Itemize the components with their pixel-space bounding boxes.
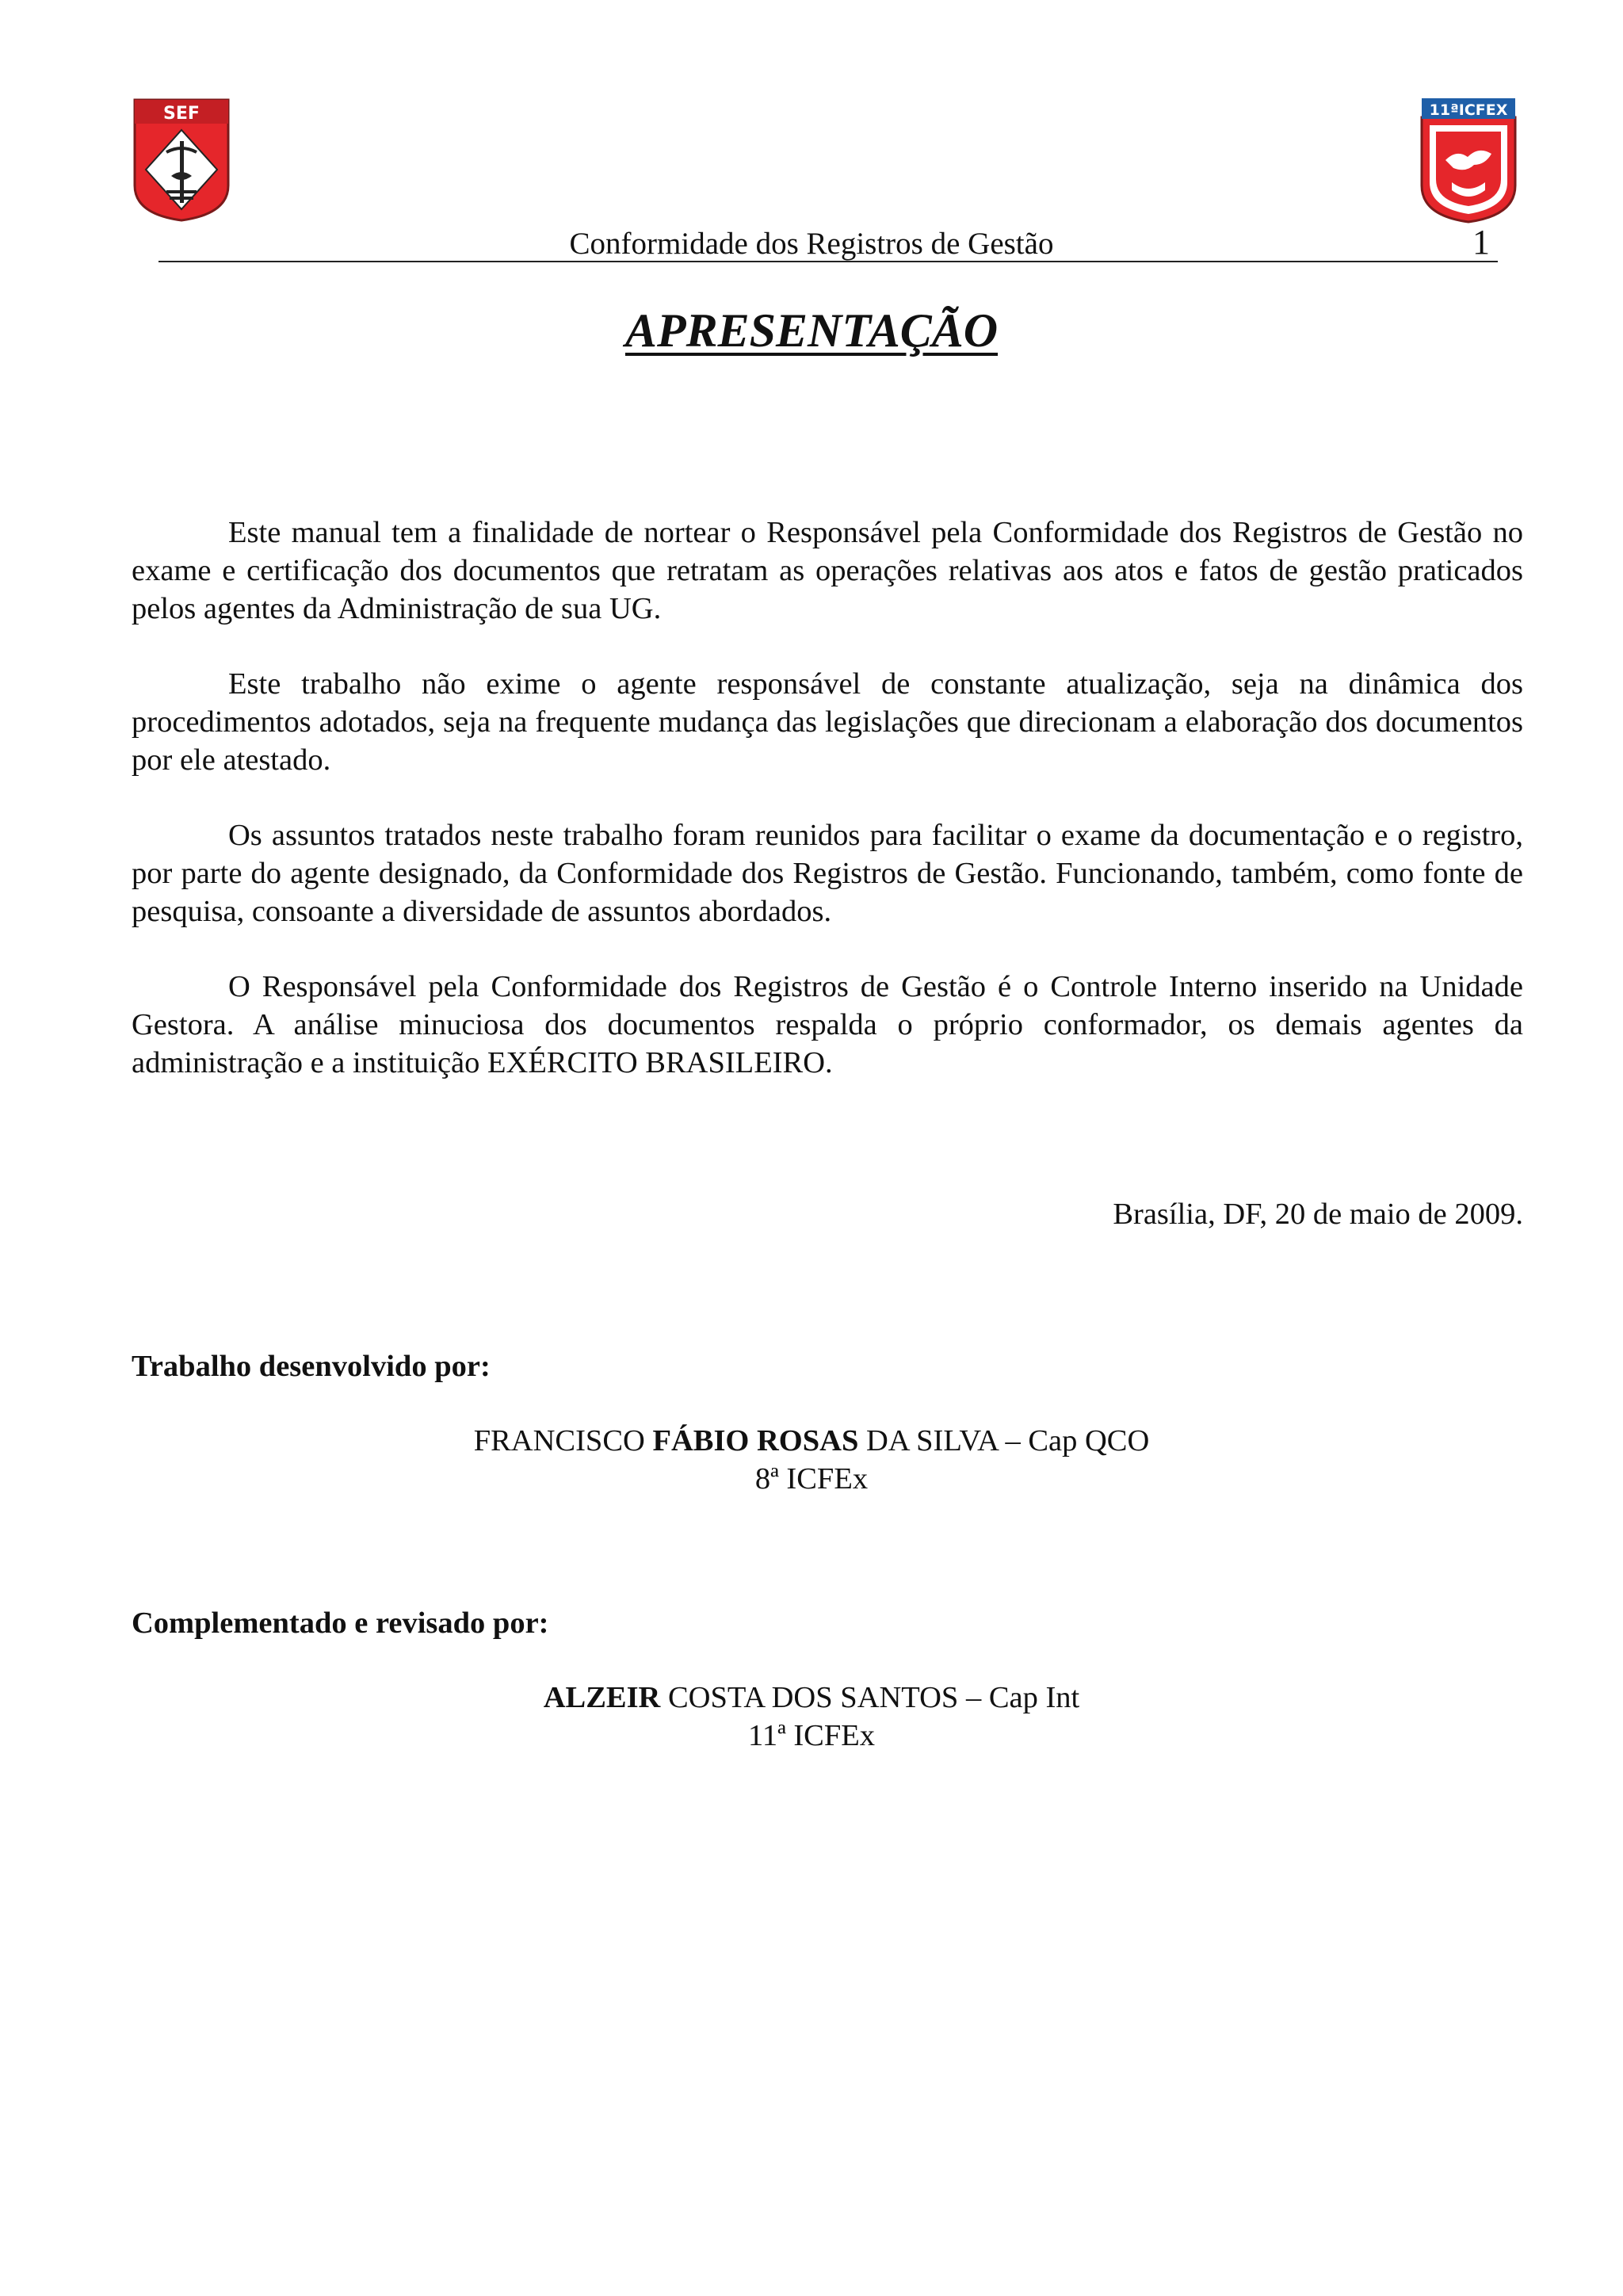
- revised-by-unit: 11ª ICFEx: [748, 1719, 875, 1752]
- name-part: COSTA DOS SANTOS – Cap Int: [660, 1681, 1080, 1714]
- running-header-title: Conformidade dos Registros de Gestão: [569, 227, 1054, 261]
- paragraph: Os assuntos tratados neste trabalho foram reunidos para facilitar o exame da documentação e o registro, por parte do agente designado, da Conformidade dos Registros de Gestão. Funcionando, também, como fonte de pesquisa, consoante a diversidade de assuntos abordados.: [132, 819, 1523, 928]
- developed-by-label: Trabalho desenvolvido por:: [132, 1350, 491, 1383]
- name-part-bold: FÁBIO ROSAS: [652, 1424, 859, 1457]
- revised-by-label: Complementado e revisado por:: [132, 1606, 549, 1640]
- name-part: DA SILVA – Cap QCO: [858, 1424, 1150, 1457]
- paragraph: Este trabalho não exime o agente responsável de constante atualização, seja na dinâmica dos procedimentos adotados, seja na frequente mudança das legislações que direcionam a elaboração dos documentos por ele atestado.: [132, 667, 1523, 777]
- sef-emblem-logo: [132, 97, 231, 223]
- page-number: 1: [1472, 223, 1490, 262]
- svg-text:SEF: SEF: [163, 104, 200, 124]
- paragraph: O Responsável pela Conformidade dos Registros de Gestão é o Controle Interno inserido na Unidade Gestora. A análise minuciosa dos documentos respalda o próprio conformador, os demais agentes da administração e a instituição EXÉRCITO BRASILEIRO.: [132, 970, 1523, 1079]
- svg-text:11ªICFEX: 11ªICFEX: [1429, 101, 1508, 119]
- name-part-bold: ALZEIR: [543, 1681, 661, 1714]
- date-line: Brasília, DF, 20 de maio de 2009.: [1113, 1198, 1523, 1231]
- document-title: APRESENTAÇÃO: [624, 304, 999, 357]
- icfex-emblem-logo: [1419, 97, 1518, 225]
- revised-by-name: [0, 1679, 1623, 1717]
- name-part: FRANCISCO: [473, 1424, 653, 1457]
- paragraph: Este manual tem a finalidade de nortear o Responsável pela Conformidade dos Registros de Gestão no exame e certificação dos documentos que retratam as operações relativas aos atos e fatos de gestão praticados pelos agentes da Administração de sua UG.: [132, 516, 1523, 625]
- developed-by-name: [0, 1422, 1623, 1460]
- header-rule: [158, 261, 1498, 262]
- developed-by-unit: 8ª ICFEx: [754, 1462, 869, 1496]
- body-text: [132, 514, 1523, 1119]
